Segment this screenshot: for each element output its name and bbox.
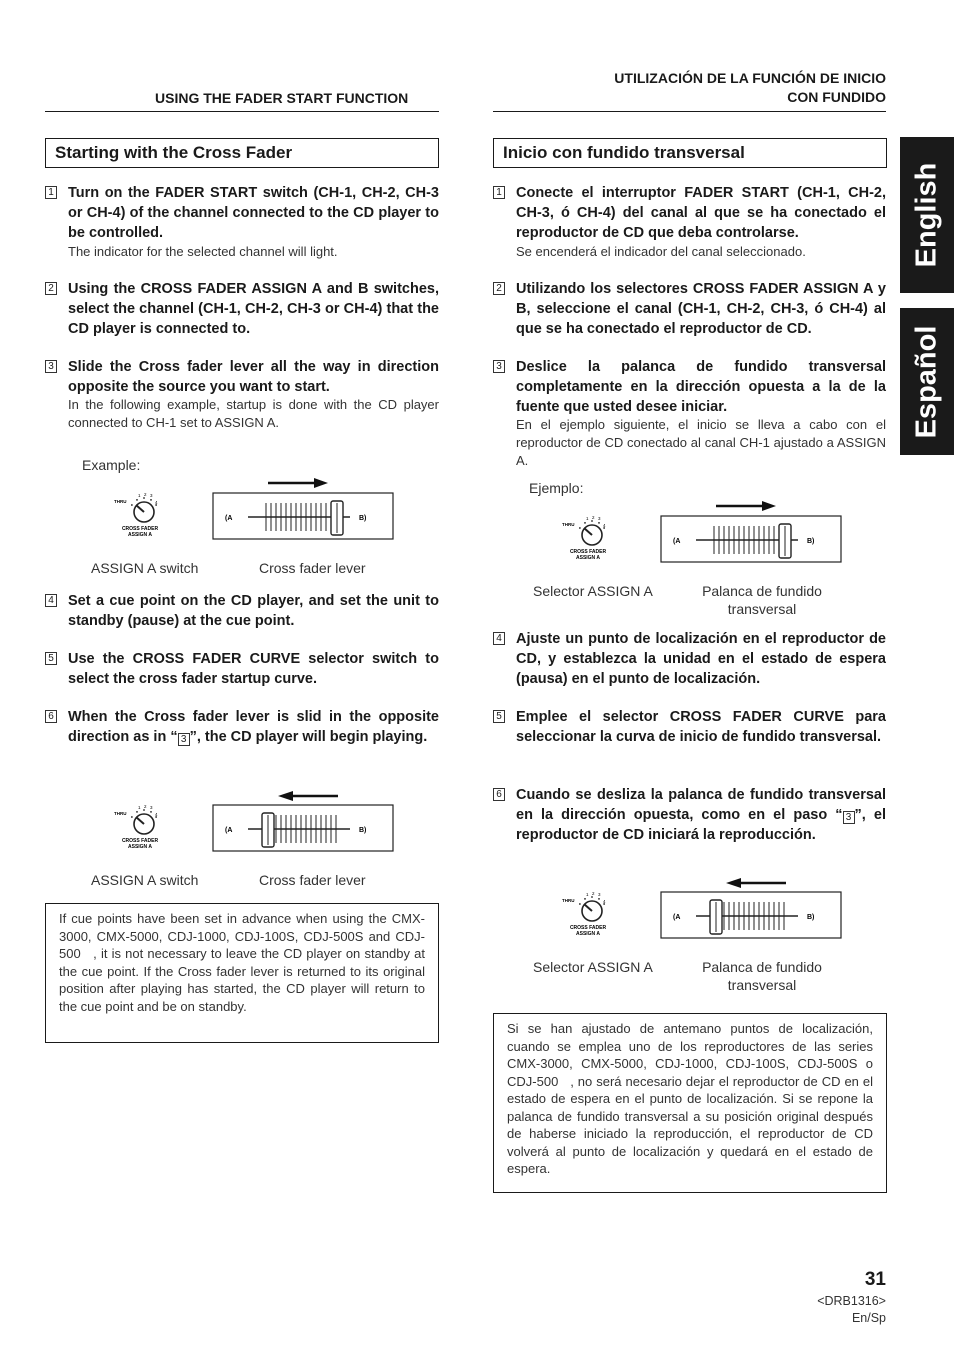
fader-figure-en-2: [100, 787, 400, 872]
running-header-en: USING THE FADER START FUNCTION: [155, 90, 409, 106]
step-number-1-es: 1: [493, 186, 505, 199]
note-box-en: If cue points have been set in advance when using the CMX-3000, CMX-5000, CDJ-1000, CDJ-100S, CDJ-500S and CDJ-500 , it is not necessary to leave the CD player on standby at the cue point. If the Cross fader lever is returned to its original position after playing has started, the CD player will return to the cue point and be on standby.: [45, 903, 439, 1043]
knob-label-line2: ASSIGN A: [128, 844, 152, 850]
example-label-es: Ejemplo:: [529, 480, 584, 496]
header-rule-left: [45, 111, 439, 112]
step3-note-en: In the following example, startup is done with the CD player connected to CH-1 set to ASSIGN A.: [68, 397, 439, 430]
step-ref-3: 3: [178, 733, 190, 746]
step-ref-3-es: 3: [843, 811, 855, 824]
knob-label-line1: CROSS FADER: [569, 549, 607, 555]
step-number-1: 1: [45, 186, 57, 199]
knob-thru-label: THRU: [562, 898, 575, 903]
knob-tick-label: 2: [592, 891, 595, 896]
knob-label-line2: ASSIGN A: [128, 532, 152, 538]
running-header-es-line2: CON FUNDIDO: [787, 89, 886, 105]
document-code: [817, 1293, 886, 1327]
tab-espanol: Español: [900, 308, 954, 455]
knob-label-line1: CROSS FADER: [121, 526, 159, 532]
caption-lever-es-2: Palanca de fundido transversal: [702, 959, 822, 993]
step-number-2-es: 2: [493, 282, 505, 295]
caption-switch-en-1: ASSIGN A switch: [91, 560, 199, 576]
step-number-6: 6: [45, 710, 57, 723]
caption-switch-en-2: ASSIGN A switch: [91, 872, 199, 888]
cross-fader-panel: [213, 805, 393, 851]
fader-figure-es-2: [548, 874, 848, 959]
knob-tick-label: 3: [598, 516, 601, 521]
assign-a-knob-icon: [114, 804, 158, 850]
step-number-4-es: 4: [493, 632, 505, 645]
step3-text-en: Slide the Cross fader lever all the way in direction opposite the source you want to start.: [68, 359, 439, 395]
knob-tick-label: 1: [586, 516, 589, 521]
step1-note-es: Se encenderá el indicador del canal seleccionado.: [516, 244, 806, 259]
running-header-es: [614, 69, 886, 107]
knob-tick-label: 4: [603, 523, 606, 528]
knob-tick-label: 1: [586, 892, 589, 897]
doc-code: <DRB1316>: [817, 1294, 886, 1308]
tab-english: English: [900, 137, 954, 293]
caption-lever-en-1: Cross fader lever: [259, 560, 366, 576]
knob-thru-label: THRU: [114, 811, 127, 816]
fader-b-label: B): [807, 538, 815, 545]
knob-tick-label: 3: [150, 493, 153, 498]
step1-note-en: The indicator for the selected channel will light.: [68, 244, 338, 259]
knob-tick-label: 4: [603, 899, 606, 904]
note-box-es: Si se han ajustado de antemano puntos de localización, cuando se emplea uno de los reproductores de las series CMX-3000, CMX-5000, CDJ-1000, CDJ-100S, CDJ-500S o CDJ-500 , no será necesario dejar el reproductor de CD en el estado de espera en el punto de localización. Si se repone la palanca de fundido transversal a su posición original después de haberse iniciado la reproducción, el reproductor de CD volverá al punto de localización y quedará en el estado de espera.: [493, 1013, 887, 1193]
knob-label-line2: ASSIGN A: [576, 931, 600, 937]
knob-thru-label: THRU: [114, 499, 127, 504]
step-number-5-es: 5: [493, 710, 505, 723]
knob-tick-label: 1: [138, 805, 141, 810]
knob-tick-label: 2: [144, 804, 147, 809]
knob-tick-label: 3: [150, 805, 153, 810]
step3-note-es: En el ejemplo siguiente, el inicio se lleva a cabo con el reproductor de CD conectado al canal CH-1 ajustado a ASSIGN A.: [516, 417, 886, 468]
section-title-en: Starting with the Cross Fader: [45, 138, 439, 168]
running-header-es-line1: UTILIZACIÓN DE LA FUNCIÓN DE INICIO: [614, 70, 886, 86]
fader-figure-es-1: [548, 498, 848, 583]
knob-tick-label: 4: [155, 500, 158, 505]
fader-b-label: B): [359, 827, 367, 834]
fader-a-label: (A: [673, 538, 681, 545]
knob-tick-label: 2: [592, 515, 595, 520]
step6-text-es: Cuando se desliza la palanca de fundido transversal en la dirección opuesta, como en el paso “ 3 ”, el reproductor de CD iniciará la reproducción.: [516, 787, 887, 843]
step1-text-es: Conecte el interruptor FADER START (CH-1, CH-2, CH-3, ó CH-4) del canal al que se ha conectado el reproductor de CD que deba controlarse.: [516, 185, 886, 241]
assign-a-knob-icon: [114, 492, 158, 538]
caption-lever-en-2: Cross fader lever: [259, 872, 366, 888]
fader-b-label: B): [807, 914, 815, 921]
section-title-es: Inicio con fundido transversal: [493, 138, 887, 168]
knob-tick-label: 3: [598, 892, 601, 897]
step-number-3-es: 3: [493, 360, 505, 373]
caption-switch-es-2: Selector ASSIGN A: [533, 959, 653, 975]
assign-a-knob-icon: [562, 891, 606, 937]
caption-switch-es-1: Selector ASSIGN A: [533, 583, 653, 599]
assign-a-knob-icon: [562, 515, 606, 561]
knob-thru-label: THRU: [562, 522, 575, 527]
fader-a-label: (A: [225, 515, 233, 522]
step-number-6-es: 6: [493, 788, 505, 801]
knob-tick-label: 1: [138, 493, 141, 498]
doc-lang: En/Sp: [851, 1311, 886, 1325]
page-number: 31: [864, 1269, 886, 1290]
step2-text-es: Utilizando los selectores CROSS FADER ASSIGN A y B, seleccione el canal (CH-1, CH-2, CH-3, ó CH-4) al que se ha conectado el reproductor de CD.: [516, 281, 886, 337]
step-number-2: 2: [45, 282, 57, 295]
step4-text-es: Ajuste un punto de localización en el reproductor de CD, y establezca la unidad en el estado de espera (pausa) en el punto de localización.: [516, 631, 886, 687]
fader-a-label: (A: [225, 827, 233, 834]
cross-fader-panel: [661, 516, 841, 562]
step-number-4: 4: [45, 594, 57, 607]
step-number-5: 5: [45, 652, 57, 665]
step6-text-en: When the Cross fader lever is slid in the opposite direction as in “ 3 ”, the CD player will begin playing.: [68, 709, 439, 745]
step1-text-en: Turn on the FADER START switch (CH-1, CH-2, CH-3 or CH-4) of the channel connected to the CD player to be controlled.: [68, 185, 439, 241]
step2-text-en: Using the CROSS FADER ASSIGN A and B switches, select the channel (CH-1, CH-2, CH-3 or CH-4) that the CD player is connected to.: [68, 281, 439, 337]
cross-fader-panel: [213, 493, 393, 539]
fader-figure-en-1: [100, 475, 400, 560]
step5-text-en: Use the CROSS FADER CURVE selector switch to select the cross fader startup curve.: [68, 651, 439, 687]
knob-label-line1: CROSS FADER: [569, 925, 607, 931]
caption-lever-es-1: Palanca de fundido transversal: [702, 583, 822, 617]
cross-fader-panel: [661, 892, 841, 938]
example-label-en: Example:: [82, 457, 141, 473]
step-number-3: 3: [45, 360, 57, 373]
step4-text-en: Set a cue point on the CD player, and set the unit to standby (pause) at the cue point.: [68, 593, 439, 629]
step5-text-es: Emplee el selector CROSS FADER CURVE para seleccionar la curva de inicio de fundido transversal.: [516, 709, 886, 745]
fader-b-label: B): [359, 515, 367, 522]
knob-tick-label: 2: [144, 492, 147, 497]
knob-label-line2: ASSIGN A: [576, 555, 600, 561]
knob-label-line1: CROSS FADER: [121, 838, 159, 844]
header-rule-right: [493, 111, 886, 112]
fader-a-label: (A: [673, 914, 681, 921]
knob-tick-label: 4: [155, 812, 158, 817]
step3-text-es: Deslice la palanca de fundido transversal completamente en la dirección opuesta a la de la fuente que usted desee iniciar.: [516, 359, 886, 415]
